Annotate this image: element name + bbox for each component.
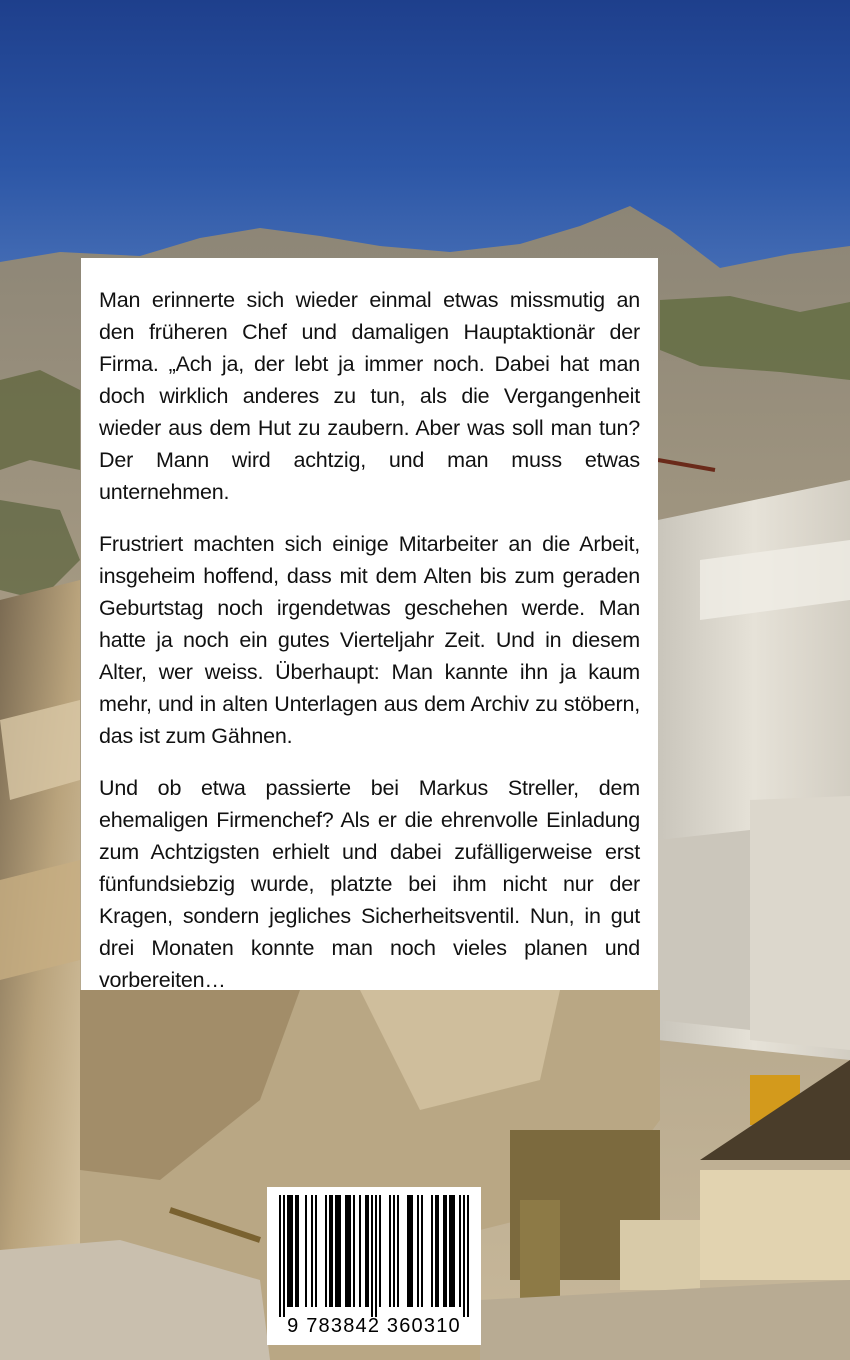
barcode-bar	[371, 1195, 373, 1317]
blurb-paragraph-2: Frustriert machten sich einige Mitarbeiter an die Arbeit, insgeheim hoffend, dass mit dem Alten bis zum geraden Geburtstag noch irgendetwas geschehen werde. Man hatte ja noch ein gutes Vierteljahr Zeit. Und in diesem Alter, wer weiss. Überhaupt: Man kannte ihn ja kaum mehr, und in alten Unterlagen aus dem Archiv zu stöbern, das ist zum Gähnen.	[99, 532, 640, 748]
barcode-bar	[435, 1195, 437, 1307]
barcode-bar	[467, 1195, 469, 1317]
barcode-bar	[315, 1195, 317, 1307]
barcode-bar	[353, 1195, 355, 1307]
barcode-bar	[287, 1195, 289, 1307]
barcode-bar	[393, 1195, 395, 1307]
barcode-bar	[379, 1195, 381, 1307]
barcode-bar	[407, 1195, 409, 1307]
barcode-bar	[443, 1195, 445, 1307]
barcode-bar	[389, 1195, 391, 1307]
barcode-bar	[325, 1195, 327, 1307]
barcode-bar	[305, 1195, 307, 1307]
barcode-bar	[375, 1195, 377, 1317]
barcode-bar	[297, 1195, 299, 1307]
barcode-bar	[451, 1195, 453, 1307]
barcode-bar	[331, 1195, 333, 1307]
barcode-bar	[421, 1195, 423, 1307]
barcode-bar	[337, 1195, 339, 1307]
blurb-paragraph-1: Man erinnerte sich wieder einmal etwas missmutig an den früheren Chef und damaligen Hauptaktionär der Firma. „Ach ja, der lebt ja immer noch. Dabei hat man doch wirklich anderes zu tun, als die Vergangenheit wieder aus dem Hut zu zaubern. Aber was soll man tun? Der Mann wird achtzig, und man muss etwas unternehmen.	[99, 288, 640, 504]
barcode-bar	[283, 1195, 285, 1317]
barcode-bar	[431, 1195, 433, 1307]
isbn-barcode	[267, 1187, 481, 1345]
blurb-panel	[81, 258, 658, 990]
barcode-bar	[459, 1195, 461, 1307]
barcode-bar	[409, 1195, 411, 1307]
barcode-bar	[291, 1195, 293, 1307]
barcode-bar	[345, 1195, 347, 1307]
barcode-bar	[463, 1195, 465, 1317]
barcode-bar	[367, 1195, 369, 1307]
barcode-bar	[295, 1195, 297, 1307]
barcode-bar	[335, 1195, 337, 1307]
barcode-bar	[453, 1195, 455, 1307]
isbn-number: 9 783842 360310	[287, 1315, 461, 1337]
barcode-bar	[329, 1195, 331, 1307]
barcode-bar	[365, 1195, 367, 1307]
barcode-bar	[359, 1195, 361, 1307]
barcode-bars	[267, 1187, 481, 1317]
barcode-bar	[397, 1195, 399, 1307]
barcode-bar	[417, 1195, 419, 1307]
barcode-bar	[311, 1195, 313, 1307]
barcode-bar	[347, 1195, 349, 1307]
barcode-bar	[437, 1195, 439, 1307]
barcode-bar	[339, 1195, 341, 1307]
blurb-paragraph-3: Und ob etwa passierte bei Markus Streller, dem ehemaligen Firmenchef? Als er die ehrenvolle Einladung zum Achtzigsten erhielt und dabei zufälligerweise erst fünfundsiebzig wurde, platzte bei ihm nicht nur der Kragen, sondern jegliches Sicherheitsventil. Nun, in gut drei Monaten konnte man noch vieles planen und vorbereiten…	[99, 776, 640, 992]
barcode-bar	[279, 1195, 281, 1317]
barcode-bar	[289, 1195, 291, 1307]
barcode-bar	[411, 1195, 413, 1307]
barcode-bar	[349, 1195, 351, 1307]
barcode-bar	[449, 1195, 451, 1307]
barcode-bar	[445, 1195, 447, 1307]
